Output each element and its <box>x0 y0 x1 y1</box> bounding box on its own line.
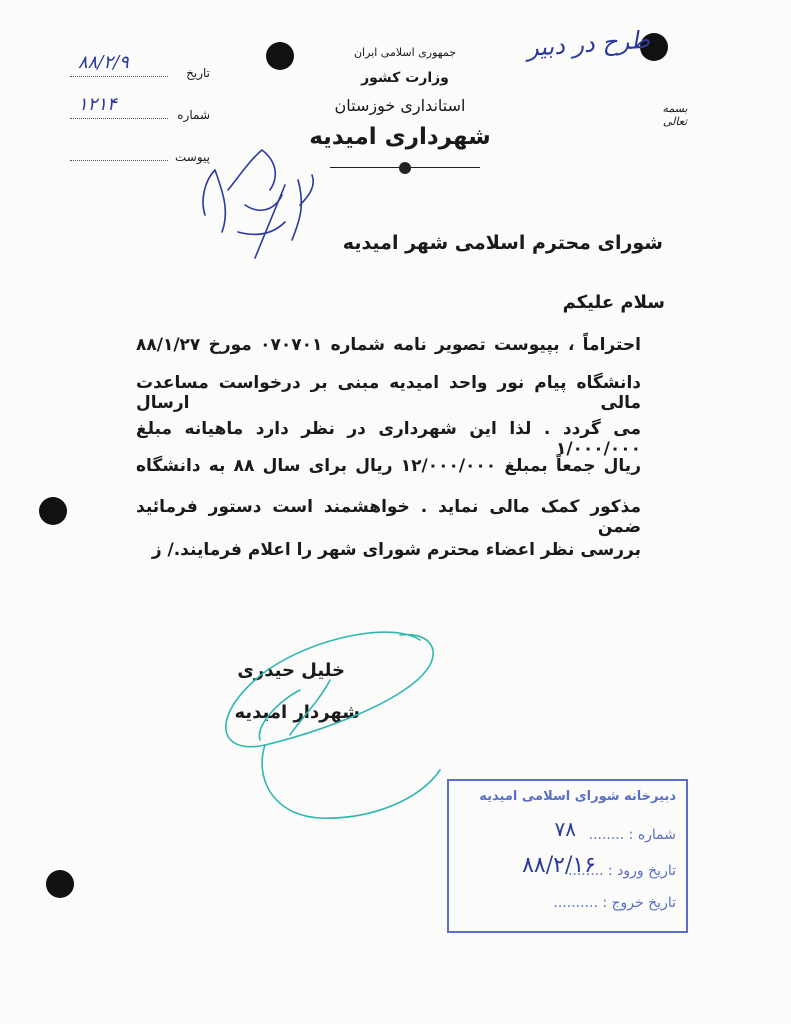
date-label: تاریخ <box>186 66 210 80</box>
recipient-line: شورای محترم اسلامی شهر امیدیه <box>342 232 663 254</box>
number-label: شماره <box>177 108 210 122</box>
header-governorate: استانداری خوزستان <box>334 96 466 115</box>
attachment-label: پیوست <box>175 150 210 164</box>
body-line-1: احتراماً ، بپیوست تصویر نامه شماره ۰۷۰۷۰۱ مورخ ۸۸/۱/۲۷ <box>136 335 641 355</box>
secretariat-stamp <box>447 779 688 933</box>
body-line-3: می گردد . لذا این شهرداری در نظر دارد ماهیانه مبلغ ۱/۰۰۰/۰۰۰ <box>136 419 641 459</box>
bismillah-text: بسمه تعالی <box>662 102 688 128</box>
stamp-number-value: ۷۸ <box>554 817 576 841</box>
body-line-5: مذکور کمک مالی نماید . خواهشمند است دستور فرمائید ضمن <box>136 497 641 537</box>
stamp-title: دبیرخانه شورای اسلامی امیدیه <box>479 789 676 804</box>
header-municipality: شهرداری امیدیه <box>309 124 491 150</box>
greeting-line: سلام علیکم <box>562 292 665 313</box>
stamp-number-label: شماره : ........ <box>588 827 676 843</box>
header-republic: جمهوری اسلامی ایران <box>353 46 457 59</box>
number-value: ۱۲۱۴ <box>78 94 117 115</box>
stamp-entry-date-value: ۸۸/۲/۱۶ <box>522 853 596 878</box>
header-ministry: وزارت کشور <box>361 70 449 86</box>
body-line-6: بررسی نظر اعضاء محترم شورای شهر را اعلام فرمایند./ ز <box>151 540 641 560</box>
body-line-4: ریال جمعاً بمبلغ ۱۲/۰۰۰/۰۰۰ ریال برای سال ۸۸ به دانشگاه <box>136 456 641 476</box>
body-line-2: دانشگاه پیام نور واحد امیدیه مبنی بر درخواست مساعدت مالی ارسال <box>136 373 641 413</box>
handwritten-note-top: طرح در دبیر <box>525 25 651 63</box>
stamp-entry-date-label: تاریخ ورود : ........ <box>567 863 676 879</box>
date-value: ۸۸/۲/۹ <box>78 52 129 73</box>
stamp-exit-date-label: تاریخ خروج : .......... <box>553 895 676 911</box>
signatory-title: شهردار امیدیه <box>234 702 360 723</box>
signatory-name: خلیل حیدری <box>237 660 345 681</box>
